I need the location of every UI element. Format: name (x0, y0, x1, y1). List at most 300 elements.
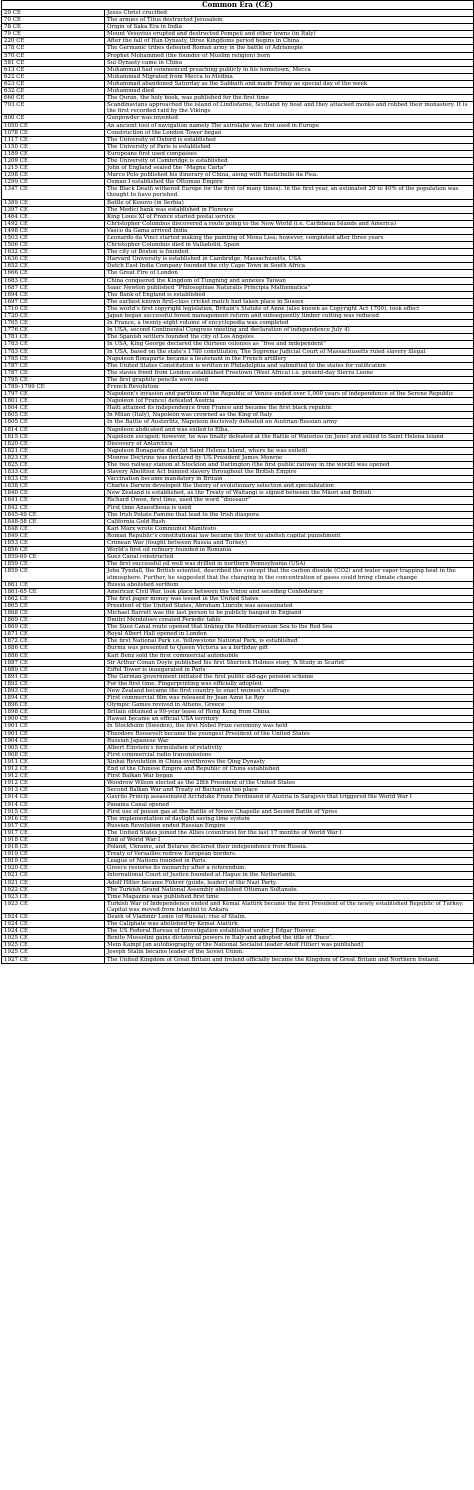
event-cell: Dutch East India Company founded the city Cape Town in South Africa (105, 263, 474, 270)
event-cell: Battle of Kosovo (in Serbia) (105, 199, 474, 206)
date-cell: 1912 CE (2, 773, 105, 780)
table-row (2, 313, 474, 320)
date-cell: 1901 CE (2, 723, 105, 730)
date-cell: 1848 CE (2, 525, 105, 532)
event-cell: Monroe Doctrine was declared by US President James Monroe (105, 454, 474, 461)
date-cell: 1898 CE (2, 709, 105, 716)
event-cell: End of the Chinese Empire and Republic of China established (105, 766, 474, 773)
event-cell: The slaves freed from London established Freetown (West Africa) i.e. present-day Sierra Leone (105, 369, 474, 376)
date-cell: 1924 CE (2, 928, 105, 935)
date-cell: 1815 CE (2, 433, 105, 440)
date-cell: 1919 CE (2, 851, 105, 858)
date-cell: 1506 CE (2, 242, 105, 249)
table-row (2, 277, 474, 284)
event-cell: Michael Barrett was the last person to be publicly hanged in England (105, 609, 474, 616)
event-cell: John of England sealed the “Magna Carta” (105, 165, 474, 172)
date-cell: 1922 CE (2, 886, 105, 893)
date-cell: 1853 CE (2, 540, 105, 547)
table-row (2, 780, 474, 787)
event-cell: Muhammad had commenced preaching publicly in his hometown, Mecca (105, 66, 474, 73)
event-cell: Japan began successful forest management reform and subsequently timber cutting was reduced (105, 313, 474, 320)
table-row (2, 263, 474, 270)
table-row (2, 588, 474, 595)
table-row (2, 369, 474, 376)
event-cell: King Louis XI of France started postal service (105, 213, 474, 220)
date-cell: 1820 CE (2, 440, 105, 447)
event-cell: American Civil War, took place between the Union and seceding Confederacy (105, 588, 474, 595)
event-cell: In USA, King George declared the thirteen colonies as “free and independent” (105, 341, 474, 348)
event-cell: The Medici bank was established in Florence (105, 206, 474, 213)
date-cell: 1917 CE (2, 829, 105, 836)
table-row (2, 426, 474, 433)
date-cell: 1918 CE (2, 836, 105, 843)
table-row (2, 80, 474, 87)
event-cell: Burma was presented to Queen Victoria as a birthday gift (105, 645, 474, 652)
table-row (2, 638, 474, 645)
table-row (2, 673, 474, 680)
event-cell: Slavery Abolition Act banned slavery throughout the British Empire (105, 469, 474, 476)
table-row (2, 391, 474, 398)
date-cell: 1389 CE (2, 199, 105, 206)
table-row (2, 865, 474, 872)
table-row (2, 815, 474, 822)
event-cell: Poland, Ukraine, and Belarus declared their independence from Russia. (105, 844, 474, 851)
date-cell: 1887 CE (2, 659, 105, 666)
date-cell: 1912 CE (2, 766, 105, 773)
event-cell: French Revolution (105, 383, 474, 390)
date-cell: 1464 CE (2, 213, 105, 220)
table-row (2, 24, 474, 31)
date-cell: 1503 CE (2, 235, 105, 242)
table-row (2, 341, 474, 348)
table-row (2, 165, 474, 172)
table-row (2, 38, 474, 45)
event-cell: The University of Cambridge is established (105, 157, 474, 164)
table-row (2, 893, 474, 900)
date-cell: 1925 CE (2, 942, 105, 949)
table-row (2, 688, 474, 695)
event-cell: Albert Einstein’s formulation of relativity (105, 744, 474, 751)
date-cell: 1872 CE (2, 638, 105, 645)
date-cell: 1927 CE (2, 956, 105, 963)
event-cell: Richard Owen, first time, used the word “dinosaur” (105, 497, 474, 504)
table-row (2, 773, 474, 780)
table-row (2, 73, 474, 80)
table-row (2, 10, 474, 17)
date-cell: 1923 CE (2, 893, 105, 900)
table-row (2, 362, 474, 369)
table-row (2, 227, 474, 234)
table-row (2, 822, 474, 829)
event-cell: The Spanish settlers founded the city of Los Angeles (105, 334, 474, 341)
table-row (2, 476, 474, 483)
table-row (2, 31, 474, 38)
table-row (2, 298, 474, 305)
event-cell: President of the United States, Abraham Lincoln was assassinated (105, 602, 474, 609)
date-cell: 1833 CE (2, 469, 105, 476)
event-cell: The earliest known first-class cricket match had taken place in Sussex (105, 298, 474, 305)
date-cell: 570 CE (2, 52, 105, 59)
table-row (2, 405, 474, 412)
table-row (2, 554, 474, 561)
date-cell: 1833 CE (2, 476, 105, 483)
date-cell: 1912 CE (2, 780, 105, 787)
event-cell: The Black Death withered Europe for the first (of many times). In the first year, an estimated 20 to 40% of the population was thought to have perished. (105, 186, 474, 199)
date-cell: 1209 CE (2, 157, 105, 164)
table-row (2, 540, 474, 547)
event-cell: Napoleon (of France) defeated Austria (105, 398, 474, 405)
event-cell: Europeans first used compasses (105, 150, 474, 157)
date-cell: 79 CE (2, 31, 105, 38)
date-cell: 1915 CE (2, 808, 105, 815)
date-cell: 1765 CE (2, 320, 105, 327)
event-cell: Construction of the London Tower began (105, 129, 474, 136)
date-cell: 1911 CE (2, 758, 105, 765)
date-cell: 1865 CE (2, 602, 105, 609)
event-cell: First Balkan War began (105, 773, 474, 780)
table-row (2, 609, 474, 616)
date-cell: 1924 CE (2, 921, 105, 928)
date-cell: 800 CE (2, 115, 105, 122)
table-row (2, 59, 474, 66)
date-cell: 1920 CE (2, 865, 105, 872)
table-row (2, 751, 474, 758)
table-row (2, 702, 474, 709)
table-row (2, 186, 474, 199)
event-cell: The city of Boston is founded (105, 249, 474, 256)
date-cell: 1917 CE (2, 822, 105, 829)
date-cell: 1869 CE (2, 617, 105, 624)
table-row (2, 504, 474, 511)
table-row (2, 454, 474, 461)
date-cell: 1921 CE (2, 879, 105, 886)
date-cell: 1901 CE (2, 730, 105, 737)
date-cell: 1720 CE (2, 313, 105, 320)
event-cell: The armies of Titus destructed Jerusalem (105, 17, 474, 24)
date-cell: 1893 CE (2, 688, 105, 695)
timeline-body (2, 10, 474, 964)
event-cell: The Great Fire of London (105, 270, 474, 277)
table-row (2, 595, 474, 602)
event-cell: Sui Dynasty came in China (105, 59, 474, 66)
event-cell: In Milan (Italy), Napoleon was crowned as the King of Italy (105, 412, 474, 419)
date-cell: 1785 CE (2, 355, 105, 362)
table-row (2, 469, 474, 476)
table-row (2, 532, 474, 539)
table-row (2, 376, 474, 383)
date-cell: 1849 CE (2, 532, 105, 539)
table-row (2, 949, 474, 956)
date-cell: 581 CE (2, 59, 105, 66)
event-cell: Britain obtained a 99-year lease of Hong Kong from China (105, 709, 474, 716)
table-row (2, 206, 474, 213)
event-cell: Mein Kampf [an autobiography of the National Socialist leader Adolf Hitler) was published] (105, 942, 474, 949)
table-row (2, 525, 474, 532)
date-cell: 1397 CE (2, 206, 105, 213)
table-row (2, 872, 474, 879)
table-row (2, 879, 474, 886)
table-row (2, 157, 474, 164)
date-cell: 1697 CE (2, 298, 105, 305)
event-cell: The United States joined the Allies (countries) for the last 17 months of World War I (105, 829, 474, 836)
table-row (2, 412, 474, 419)
event-cell: The two railway station at Stockton and Darlington (the first public railway in the world) was opened (105, 462, 474, 469)
event-cell: First time Anaesthesia is used (105, 504, 474, 511)
date-cell: 1783 CE (2, 348, 105, 355)
table-row (2, 291, 474, 298)
table-row (2, 716, 474, 723)
date-cell: 632 CE (2, 88, 105, 95)
event-cell: Woodrow Wilson elected as the 28th President of the United States (105, 780, 474, 787)
table-row (2, 631, 474, 638)
table-row (2, 794, 474, 801)
date-cell: 1189 CE (2, 150, 105, 157)
date-cell: 29 CE (2, 10, 105, 17)
event-cell: World’s first oil refinery founded in Romania (105, 547, 474, 554)
event-cell: Karl Benz sold the first commercial automobile (105, 652, 474, 659)
event-cell: First use of poison gas at the Battle of Neuve Chapelle and Second Battle of Ypres (105, 808, 474, 815)
table-row (2, 602, 474, 609)
event-cell: First commercial film was released by Jean Aimé Le Roy (105, 695, 474, 702)
date-cell: 1787 CE (2, 369, 105, 376)
event-cell: Karl Marx wrote Communist Manifesto (105, 525, 474, 532)
date-cell: 1905 CE (2, 744, 105, 751)
date-cell: 622 CE (2, 73, 105, 80)
date-cell: 1050 CE (2, 122, 105, 129)
event-cell: The United Kingdom of Great Britain and Ireland officially became the Kingdom of Great Britain and Northern Ireland. (105, 956, 474, 963)
event-cell: Panama Canal opened (105, 801, 474, 808)
table-row (2, 136, 474, 143)
date-cell: 1869 CE (2, 624, 105, 631)
event-cell: Osman I established the Ottoman Empire (105, 179, 474, 186)
date-cell: 1925 CE (2, 949, 105, 956)
event-cell: Treaty of Versailles redrew European borders. (105, 851, 474, 858)
date-cell: 1886 CE (2, 652, 105, 659)
date-cell: 1795 CE (2, 376, 105, 383)
event-cell: Prophet Mohammed (the founder of Muslim religion) born (105, 52, 474, 59)
table-row (2, 695, 474, 702)
event-cell: Napoleon Bonaparte died (at Saint Helena Island, where he was exiled) (105, 447, 474, 454)
date-cell: 1694 CE (2, 291, 105, 298)
event-cell: The world’s first copyright legislation, Britain’s Statute of Anne (also known as Copyright Act 1709), took effect (105, 305, 474, 312)
event-cell: Russian Revolution ended Russian Empire (105, 822, 474, 829)
date-cell: 1914 CE (2, 801, 105, 808)
date-cell: 1856 CE (2, 547, 105, 554)
event-cell: Gavrilo Princip assassinated Archduke Franz Ferdinand of Austria in Sarajevo that triggered the World War I (105, 794, 474, 801)
date-cell: 1805 CE (2, 412, 105, 419)
table-row (2, 844, 474, 851)
table-row (2, 935, 474, 942)
event-cell: After the fall of Han Dynasty, three Kingdoms period begins in China (105, 38, 474, 45)
date-cell: 1347 CE (2, 186, 105, 199)
event-cell: The Quran, the holy book, was published for the first time (105, 95, 474, 102)
event-cell: Dmitri Mendeleev created Periodic table (105, 617, 474, 624)
event-cell: An ancient tool of navigation namely The astrolabe was first used in Europe (105, 122, 474, 129)
date-cell: 1845-49 CE (2, 511, 105, 518)
event-cell: Benito Mussolini gains dictatorial powers in Italy and adopted the title of ‘Duce’. (105, 935, 474, 942)
date-cell: 1841 CE (2, 497, 105, 504)
event-cell: The first National Park i.e. Yellowstone National Park, is established (105, 638, 474, 645)
table-row (2, 497, 474, 504)
event-cell: Mount Vesuvius erupted and destructed Pompeii and other towns (in Italy) (105, 31, 474, 38)
event-cell: Sir Arthur Conan Doyle published his first Sherlock Holmes story, ‘A Study in Scarlet’ (105, 659, 474, 666)
table-row (2, 66, 474, 73)
event-cell: Vasco da Gama arrived India (105, 227, 474, 234)
table-row (2, 787, 474, 794)
table-row (2, 95, 474, 102)
date-cell: 1900 CE (2, 716, 105, 723)
event-cell: The Germanic tribes defeated Roman army in the battle of Adrianople (105, 45, 474, 52)
event-cell: Joseph Stalin became leader of the Soviet Union. (105, 949, 474, 956)
timeline-table (1, 0, 474, 964)
event-cell: Jesus Christ crucified (105, 10, 474, 17)
event-cell: Scandinavians approached the island of Lindisfarne, Scotland by boat and they attacked monks and robbed their monastery. It is the first recorded raid by the Vikings (105, 102, 474, 115)
event-cell: Russia abolished serfdom (105, 581, 474, 588)
table-row (2, 45, 474, 52)
date-cell: 1797 CE (2, 391, 105, 398)
date-cell: 1904 CE (2, 737, 105, 744)
event-cell: In the Battle of Austerlitz, Napoleon decisively defeated an Austrian-Russian army (105, 419, 474, 426)
date-cell: 1886 CE (2, 645, 105, 652)
date-cell: 1789–1799 CE (2, 383, 105, 390)
date-cell: 1908 CE (2, 751, 105, 758)
event-cell: In Stockholm (Sweden), the first Nobel Prize ceremony was held (105, 723, 474, 730)
table-row (2, 568, 474, 581)
date-cell: 1492 CE (2, 220, 105, 227)
event-cell: Napoleon Bonaparte became a lieutenant in the French artillery (105, 355, 474, 362)
event-cell: New Zealand is established, as the Treaty of Waitangi is signed between the Māori and British (105, 490, 474, 497)
date-cell: 1150 CE (2, 143, 105, 150)
table-row (2, 723, 474, 730)
table-row (2, 851, 474, 858)
date-cell: 613 CE (2, 66, 105, 73)
table-row (2, 659, 474, 666)
event-cell: Crimean War (fought between Russia and Turkey) (105, 540, 474, 547)
event-cell: The implementation of daylight saving time system (105, 815, 474, 822)
event-cell: John Tyndall, the British scientist, described the concept that the carbon dioxide (CO2) and water vapor trapping heat in the atmosphere. Further, he suggested that the changing in the concentration of gases could bring climate change (105, 568, 474, 581)
date-cell: 1821 CE (2, 447, 105, 454)
table-row (2, 256, 474, 263)
table-row (2, 102, 474, 115)
event-cell: Suez Canal constructed (105, 554, 474, 561)
date-cell: 1859 CE (2, 568, 105, 581)
table-row (2, 320, 474, 327)
table-row (2, 270, 474, 277)
table-row (2, 355, 474, 362)
event-cell: For the first time, Fingerprinting was officially adopted. (105, 680, 474, 687)
event-cell: Napoleon abdicated and was exiled to Elba. (105, 426, 474, 433)
date-cell: 1848-58 CE (2, 518, 105, 525)
table-row (2, 581, 474, 588)
table-row (2, 462, 474, 469)
event-cell: The first graphite pencils were used (105, 376, 474, 383)
table-row (2, 334, 474, 341)
date-cell: 623 CE (2, 80, 105, 87)
event-cell: Second Balkan War and Treaty of Bucharest too place (105, 787, 474, 794)
date-cell: 220 CE (2, 38, 105, 45)
event-cell: Muhammad died (105, 88, 474, 95)
table-row (2, 928, 474, 935)
table-row (2, 900, 474, 913)
event-cell: New Zealand became the first country to enact women’s suffrage (105, 688, 474, 695)
table-row (2, 808, 474, 815)
event-cell: The Turkish Grand National Assembly abolished Ottoman Sultanate. (105, 886, 474, 893)
event-cell: International Court of Justice founded at Hague in the Netherlands. (105, 872, 474, 879)
date-cell: 1215 CE (2, 165, 105, 172)
event-cell: Time Magazine was published first time (105, 893, 474, 900)
date-cell: 1913 CE (2, 787, 105, 794)
date-cell: 1632 CE (2, 249, 105, 256)
event-cell: In France, a twenty-eight volume of encyclopedia was completed (105, 320, 474, 327)
table-row (2, 511, 474, 518)
event-cell: The University of Oxford is established (105, 136, 474, 143)
table-row (2, 172, 474, 179)
date-cell: 1924 CE (2, 914, 105, 921)
date-cell: 1894 CE (2, 695, 105, 702)
table-row (2, 447, 474, 454)
date-cell: 1859-69 CE (2, 554, 105, 561)
table-row (2, 836, 474, 843)
date-cell: 1923 CE (2, 900, 105, 913)
date-cell: 1823 CE (2, 454, 105, 461)
date-cell: 1896 CE (2, 702, 105, 709)
event-cell: The first successful oil well was drilled in northern Pennsylvania (USA) (105, 561, 474, 568)
event-cell: First commercial radio transmissions (105, 751, 474, 758)
table-row (2, 766, 474, 773)
header-row (2, 1, 474, 10)
table-row (2, 886, 474, 893)
event-cell: The US Federal Bureau of Investigation established under J Edgar Hoover. (105, 928, 474, 935)
date-cell: 1710 CE (2, 305, 105, 312)
date-cell: 78 CE (2, 24, 105, 31)
table-row (2, 348, 474, 355)
date-cell: 1861-65 CE (2, 588, 105, 595)
table-row (2, 179, 474, 186)
table-row (2, 624, 474, 631)
table-row (2, 956, 474, 963)
table-row (2, 758, 474, 765)
table-row (2, 666, 474, 673)
event-cell: The University of Paris is established (105, 143, 474, 150)
date-cell: 1925 CE (2, 935, 105, 942)
table-row (2, 518, 474, 525)
table-row (2, 737, 474, 744)
event-cell: The Irish Potato Famine that lead to the Irish diaspora (105, 511, 474, 518)
event-cell: Charles Darwin developed the theory of evolutionary selection and specialization (105, 483, 474, 490)
date-cell: 1666 CE (2, 270, 105, 277)
date-cell: 1804 CE (2, 405, 105, 412)
date-cell: 1498 CE (2, 227, 105, 234)
event-cell: Christopher Columbus discovered a route going to the New World (i.e. Caribbean Islands and America) (105, 220, 474, 227)
event-cell: Christopher Columbus died in Valladolid, Spain (105, 242, 474, 249)
event-cell: In USA, based on the state’s 1780 constitution, The Supreme Judicial Court of Massachusetts ruled slavery illegal (105, 348, 474, 355)
date-cell: 660 CE (2, 95, 105, 102)
event-cell: End of World War I (105, 836, 474, 843)
table-row (2, 561, 474, 568)
event-cell: The United States Constitution is written in Philadelphia and submitted to the states for ratification (105, 362, 474, 369)
table-row (2, 730, 474, 737)
date-cell: 1299 CE (2, 179, 105, 186)
table-row (2, 115, 474, 122)
date-cell: 1862 CE (2, 595, 105, 602)
event-cell: Royal Albert Hall opened in London (105, 631, 474, 638)
date-cell: 1687 CE (2, 284, 105, 291)
date-cell: 1636 CE (2, 256, 105, 263)
table-row (2, 858, 474, 865)
date-cell: 1916 CE (2, 815, 105, 822)
date-cell: 1861 CE (2, 581, 105, 588)
event-cell: Harvard University is established in Cambridge, Massachusetts, USA (105, 256, 474, 263)
